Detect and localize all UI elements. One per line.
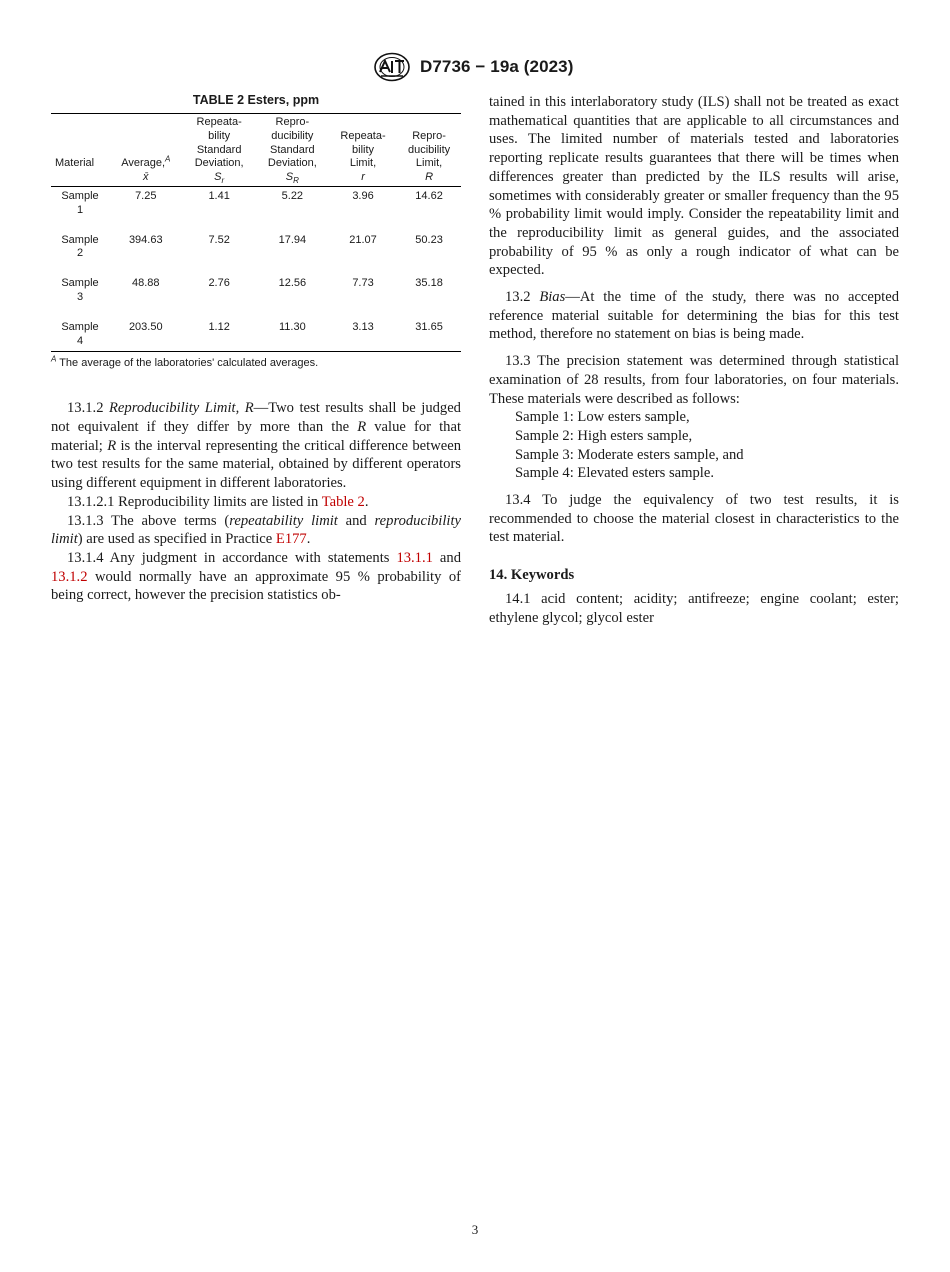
paragraph-14-1: 14.1 acid content; acidity; antifreeze; engine coolant; ester; ethylene glycol; glycol ester — [489, 591, 899, 626]
col-material: Material — [55, 157, 95, 170]
esters-table — [51, 113, 461, 352]
cell-material: Sample 1 — [61, 189, 99, 216]
table-row — [51, 274, 461, 318]
cell-material: Sample 2 — [61, 233, 99, 260]
right-column — [489, 93, 899, 628]
cell-R: 31.65 — [415, 320, 443, 333]
cell-material: Sample 3 — [61, 277, 99, 303]
cell-material: Sample 4 — [61, 320, 99, 347]
paragraph-13-1-3: 13.1.3 The above terms (repeatability limit and reproducibility limit) are used as specified in Practice E177. — [51, 512, 461, 548]
list-item: Sample 3: Moderate esters sample, and — [515, 446, 744, 463]
paragraph-13-1-4-continued: tained in this interlaboratory study (ILS) shall not be treated as exact mathematical quantities that are applicable to all circumstances and uses. The limited number of materials tested and laboratories reporting replicate results guarantees that there will be times when differences greater than predicted by the ILS results will arise, sometimes with considerably greater or smaller frequency than the 95 % probability limit would imply. Consider the repeatability limit and the reproducibility limit as general guides, and the associated probability of 95 % as only a rough indicator of what can be expected. — [489, 94, 899, 279]
cell-r: 21.07 — [349, 233, 377, 246]
table-title: TABLE 2 Esters, ppm — [192, 93, 320, 107]
cell-average: 7.25 — [135, 189, 157, 202]
list-item: Sample 4: Elevated esters sample. — [515, 465, 714, 482]
paragraph-13-1-2-1: 13.1.2.1 Reproducibility limits are listed in Table 2. — [67, 493, 369, 510]
document-designation: D7736 − 19a (2023) — [420, 57, 574, 76]
table-row — [51, 186, 461, 230]
cell-R: 50.23 — [415, 233, 443, 246]
section-heading-keywords: 14. Keywords — [489, 567, 575, 584]
table-row — [51, 318, 461, 352]
cell-r: 3.96 — [352, 189, 374, 202]
cell-sR: 17.94 — [278, 233, 307, 246]
page-number: 3 — [471, 1222, 479, 1237]
cell-sr: 1.41 — [208, 189, 230, 202]
paragraph-13-1-4: 13.1.4 Any judgment in accordance with statements 13.1.1 and 13.1.2 would normally have an approximate 95 % probability of being correct, however the precision statistics ob- — [51, 549, 461, 604]
paragraph-13-1-2: 13.1.2 Reproducibility Limit, R—Two test results shall be judged not equivalent if they differ by more than the R value for that material; R is the interval representing the critical difference between two test results for the same material, obtained by different operators using different equipment in different laboratories. — [51, 400, 461, 492]
astm-logo-icon — [373, 52, 411, 82]
col-repeatability-limit: Repeata- bility Limit, r — [340, 129, 386, 184]
cell-sR: 12.56 — [278, 277, 307, 290]
left-column — [51, 90, 461, 605]
page-header — [0, 52, 950, 84]
cell-average: 203.50 — [128, 320, 163, 333]
table-row — [51, 231, 461, 275]
cell-average: 48.88 — [132, 277, 160, 290]
cell-sr: 7.52 — [208, 233, 230, 246]
paragraph-13-3: 13.3 The precision statement was determined through statistical examination of 28 results, from four laboratories, on four materials. These materials were described as follows: — [489, 353, 899, 407]
cell-average: 394.63 — [128, 233, 163, 246]
table-footnote: $^A$ The average of the laboratories' calculated averages. — [51, 354, 319, 370]
cell-r: 7.73 — [352, 277, 374, 290]
list-item: Sample 2: High esters sample, — [515, 427, 693, 444]
col-repeatability-sd: Repeata- bility Standard Deviation, $S_r$ — [194, 116, 244, 186]
table-header-row — [51, 114, 461, 187]
paragraph-13-4: 13.4 To judge the equivalency of two test results, it is recommended to choose the material closest in characteristics to the test material. — [489, 492, 899, 546]
cell-sr: 1.12 — [208, 320, 230, 333]
cell-r: 3.13 — [352, 320, 374, 333]
link-13-1-1[interactable]: 13.1.1 — [396, 549, 433, 566]
cell-R: 14.62 — [415, 189, 443, 202]
paragraph-13-2: 13.2 Bias—At the time of the study, there was no accepted reference material suitable for determining the bias for this test method, therefore no statement on bias is being made. — [489, 289, 900, 343]
cell-sr: 2.76 — [208, 277, 230, 290]
link-13-1-2[interactable]: 13.1.2 — [51, 568, 88, 585]
col-average: Average,$^A$ x̄ — [121, 154, 171, 184]
cell-sR: 11.30 — [278, 320, 306, 333]
list-item: Sample 1: Low esters sample, — [515, 409, 690, 426]
cell-sR: 5.22 — [281, 189, 304, 202]
cell-R: 35.18 — [415, 277, 443, 290]
col-reproducibility-limit: Repro- ducibility Limit, R — [407, 129, 451, 184]
col-reproducibility-sd: Repro- ducibility Standard Deviation, $S_R$ — [267, 116, 317, 186]
link-e177[interactable]: E177 — [275, 531, 307, 548]
link-table-2[interactable]: Table 2 — [321, 493, 365, 510]
